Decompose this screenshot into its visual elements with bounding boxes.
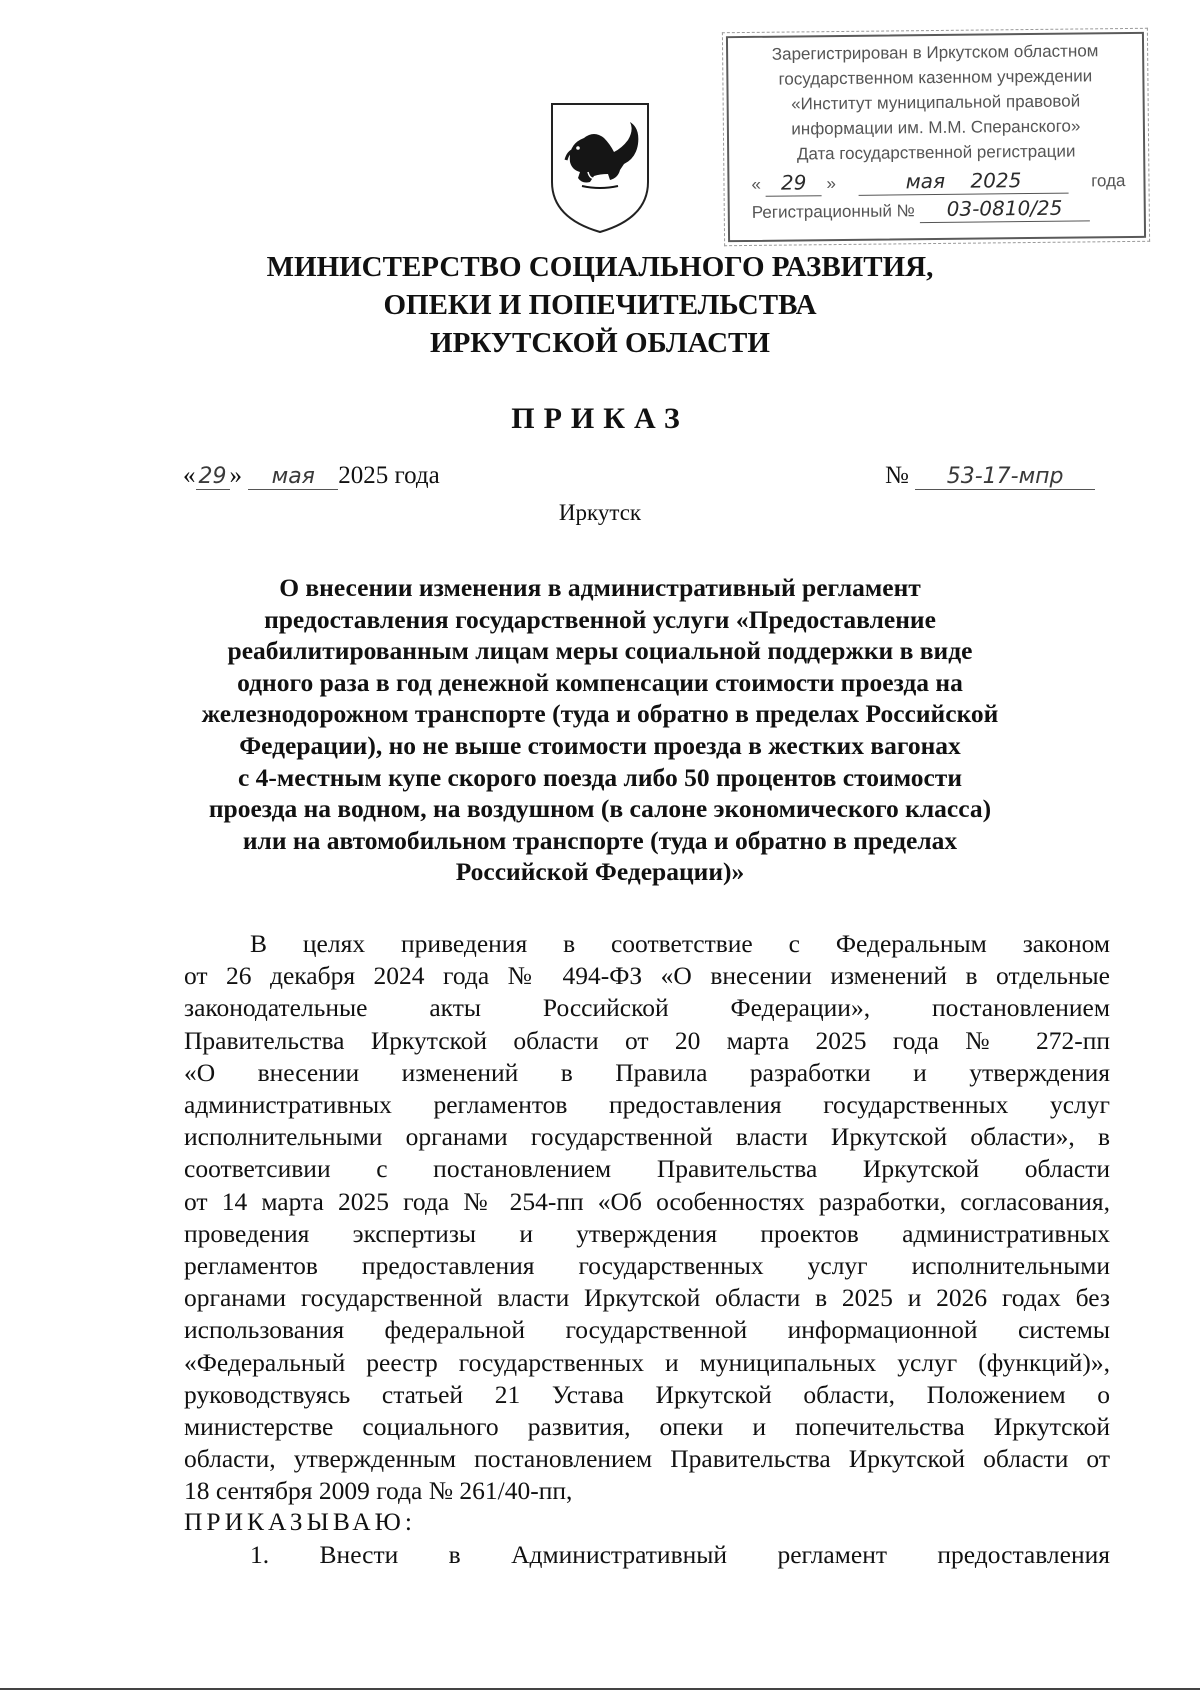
body-line: от 26 декабря 2024 года № 494-ФЗ «О внесении изменений в отдельные (184, 961, 1110, 991)
subject-line: одного раза в год денежной компенсации стоимости проезда на (237, 667, 963, 697)
order-number-label: № (885, 462, 909, 489)
stamp-date-close-quote: » (826, 174, 836, 194)
order-date (183, 462, 440, 490)
body-line: министерстве социального развития, опеки и попечительства Иркутской (184, 1412, 1110, 1442)
stamp-line: государственном казенном учреждении (778, 66, 1093, 89)
stamp-date-row (729, 167, 1143, 197)
order-number-value: 53-17-мпр (915, 464, 1095, 490)
ministry-heading-line: МИНИСТЕРСТВО СОЦИАЛЬНОГО РАЗВИТИЯ, (266, 251, 934, 283)
body-line: законодательные акты Российской Федерации», постановлением (184, 993, 1110, 1023)
subject-line: предоставления государственной услуги «Предоставление (264, 604, 936, 634)
subject-line: О внесении изменения в административный регламент (279, 573, 921, 602)
stamp-line: информации им. М.М. Сперанского» (791, 116, 1081, 139)
body-line: административных регламентов предоставления государственных услуг (184, 1090, 1110, 1120)
body-line: Правительства Иркутской области от 20 марта 2025 года № 272-пп (184, 1025, 1110, 1055)
registration-stamp (726, 32, 1146, 242)
subject-line: железнодорожном транспорте (туда и обратно в пределах Российской (201, 699, 999, 729)
stamp-line: Зарегистрирован в Иркутском областном (771, 41, 1099, 64)
subject-line: Федерации), но не выше стоимости проезда в жестких вагонах (239, 730, 961, 760)
order-number (885, 462, 1095, 490)
body-line: «Федеральный реестр государственных и муниципальных услуг (функций)», (184, 1347, 1110, 1377)
ministry-heading-line: ИРКУТСКОЙ ОБЛАСТИ (430, 327, 770, 359)
body-line: от 14 марта 2025 года № 254-пп «Об особенностях разработки, согласования, (184, 1186, 1110, 1216)
stamp-date-open-quote: « (751, 174, 762, 194)
body-line: использования федеральной государственной информационной системы (184, 1315, 1110, 1345)
subject-line: с 4-местным купе скорого поезда либо 50 процентов стоимости (237, 762, 963, 792)
body-line: регламентов предоставления государственных услуг исполнительными (184, 1251, 1110, 1281)
ministry-heading-line: ОПЕКИ И ПОПЕЧИТЕЛЬСТВА (383, 289, 817, 321)
order-title: ПРИКАЗ (511, 402, 689, 435)
body-line: органами государственной власти Иркутской области в 2025 и 2026 годах без (184, 1283, 1110, 1313)
page-bottom-rule (0, 1688, 1200, 1690)
subject-line: проезда на водном, на воздушном (в салоне экономического класса) (208, 794, 992, 824)
stamp-reg-number: 03-0810/25 (919, 195, 1089, 223)
order-date-month: мая (248, 464, 338, 490)
body-line: проведения экспертизы и утверждения проектов административных (184, 1218, 1110, 1248)
order-date-year: 2025 года (338, 462, 440, 489)
stamp-reg-label: Регистрационный № (751, 201, 915, 222)
order-date-day: 29 (196, 464, 230, 490)
order-directive: ПРИКАЗЫВАЮ: (184, 1507, 416, 1536)
irkutsk-coat-of-arms-emblem (548, 100, 652, 236)
body-line: «О внесении изменений в Правила разработки и утверждения (184, 1057, 1110, 1087)
order-city: Иркутск (558, 500, 642, 525)
order-item-1: 1. Внести в Административный регламент предоставления (250, 1540, 1110, 1569)
body-line: соответсивии с постановлением Правительства Иркутской области (184, 1154, 1110, 1184)
stamp-date-month-year (858, 168, 1068, 196)
order-date-close-quote: » (229, 462, 242, 489)
stamp-reg-row (730, 195, 1144, 225)
body-line: руководствуясь статьей 21 Устава Иркутской области, Положением о (184, 1379, 1110, 1409)
body-line: исполнительными органами государственной власти Иркутской области», в (184, 1122, 1110, 1152)
stamp-line: «Институт муниципальной правовой (791, 91, 1081, 114)
stamp-date-suffix: года (1091, 171, 1126, 191)
body-line: области, утвержденным постановлением Правительства Иркутской области от (184, 1444, 1110, 1474)
subject-line: реабилитированным лицам меры социальной поддержки в виде (227, 636, 973, 666)
order-subject (100, 572, 1100, 888)
order-body (184, 928, 1110, 1508)
subject-line: или на автомобильном транспорте (туда и обратно в пределах (242, 825, 958, 855)
stamp-line: Дата государственной регистрации (796, 141, 1076, 164)
body-line: В целях приведения в соответствие с Федеральным законом (250, 929, 1110, 958)
stamp-date-year: 2025 (970, 168, 1022, 193)
stamp-date-month: мая (905, 168, 946, 194)
subject-line: Российской Федерации)» (455, 857, 745, 887)
ministry-heading (0, 248, 1200, 362)
order-date-open-quote: « (183, 462, 196, 489)
stamp-date-day: 29 (766, 170, 822, 197)
body-line: 18 сентября 2009 года № 261/40-пп, (184, 1476, 573, 1506)
